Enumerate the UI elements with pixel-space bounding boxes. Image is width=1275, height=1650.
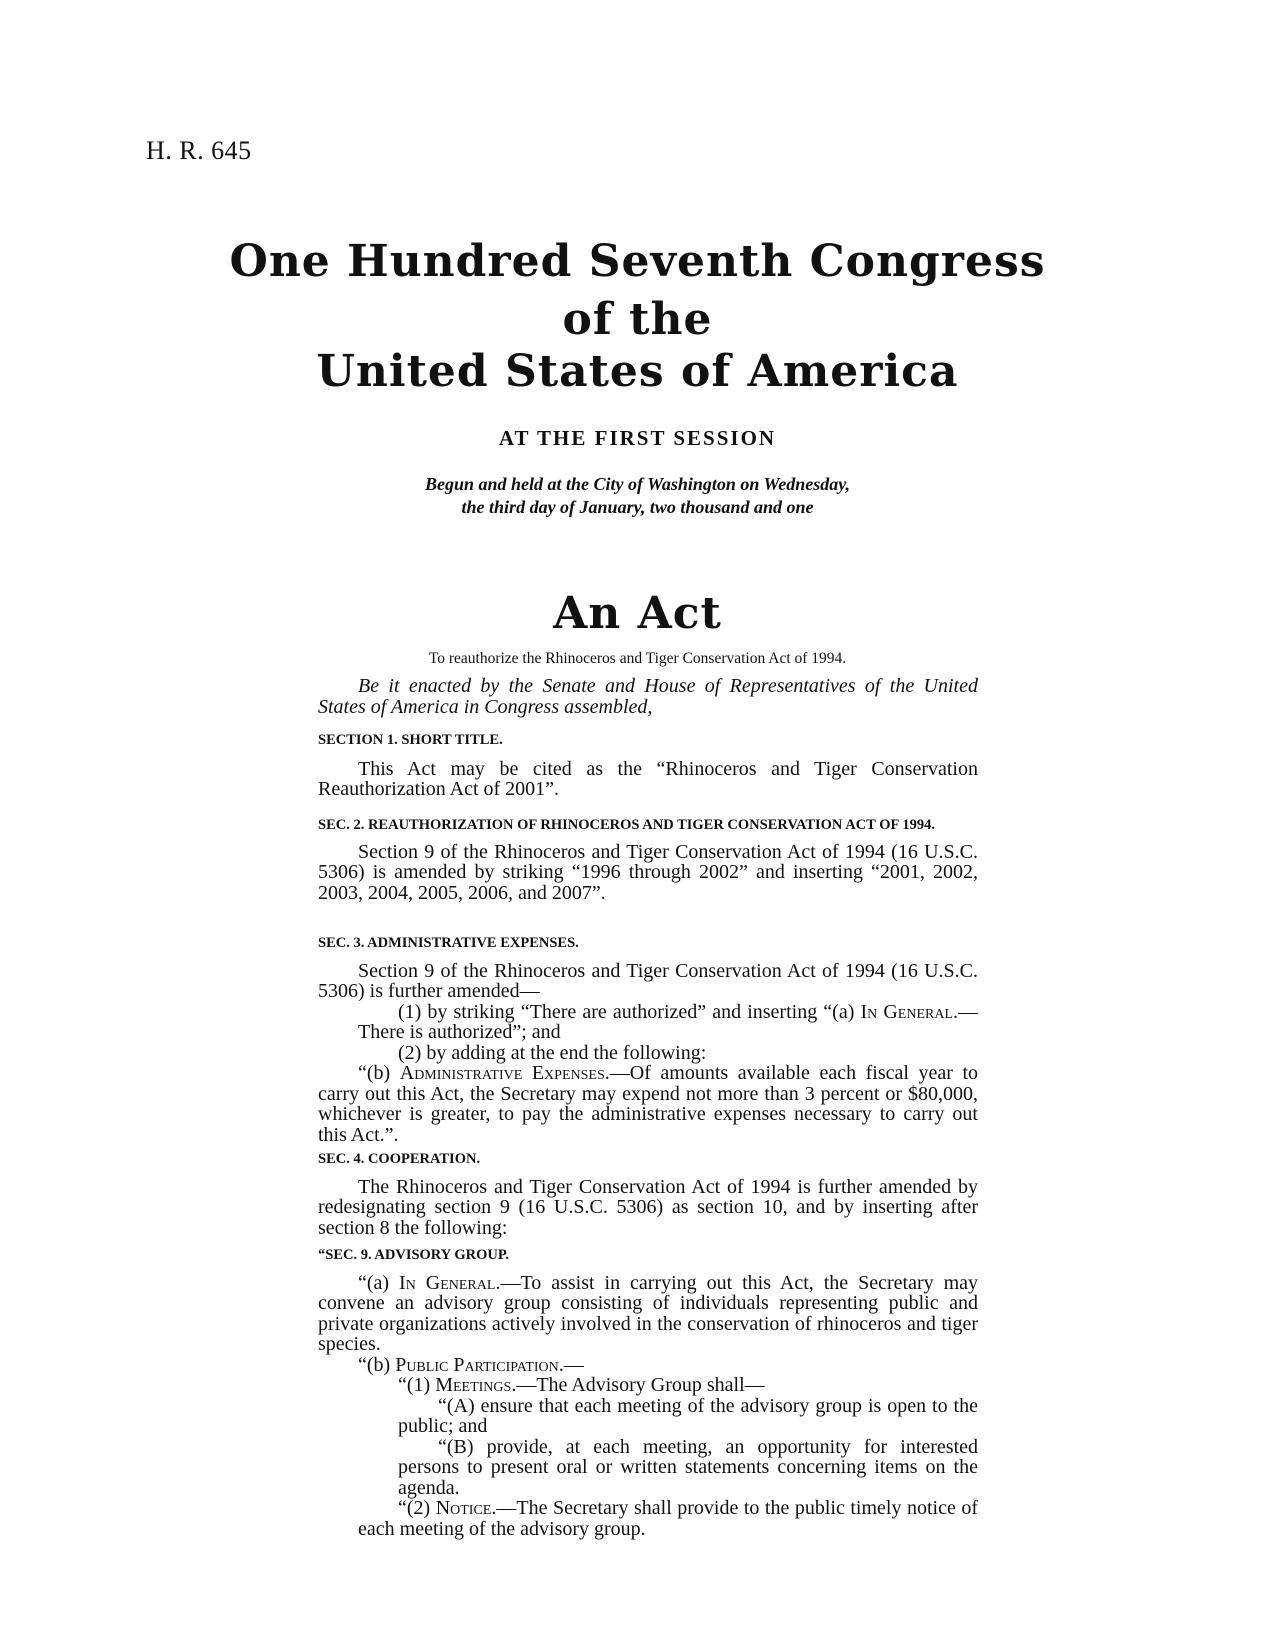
section-4 xyxy=(318,1149,978,1238)
session-title: AT THE FIRST SESSION xyxy=(498,426,777,450)
act-purpose: To reauthorize the Rhinoceros and Tiger Conservation Act of 1994. xyxy=(428,650,847,667)
section-9-subsection-b: “(b) Public Participation.— xyxy=(358,1353,584,1376)
section-9-b-2: “(2) Notice.—The Secretary shall provide to the public timely notice of each meeting of the advisory group. xyxy=(358,1497,978,1540)
section-3-quoted-text: “(b) Administrative Expenses.—Of amounts available each fiscal year to carry out this Act, the Secretary may expend not more than 3 percent or $80,000, whichever is greater, to pay the administrative expenses necessary to carry out this Act.”. xyxy=(318,1062,978,1146)
section-3 xyxy=(318,933,978,1145)
section-3-heading: SEC. 3. ADMINISTRATIVE EXPENSES. xyxy=(318,935,579,951)
congress-title-line2: of the xyxy=(562,294,713,345)
section-1-text: This Act may be cited as the “Rhinoceros and Tiger Conservation Reauthorization Act of 2001”. xyxy=(318,757,978,800)
bill-number: H. R. 645 xyxy=(146,136,252,165)
session-begun-line1: Begun and held at the City of Washington on Wednesday, xyxy=(424,474,851,494)
section-9-b-1: “(1) Meetings.—The Advisory Group shall— xyxy=(398,1374,765,1396)
section-2-text: Section 9 of the Rhinoceros and Tiger Conservation Act of 1994 (16 U.S.C. 5306) is amended by striking “1996 through 2002” and inserting “2001, 2002, 2003, 2004, 2005, 2006, and 2007”. xyxy=(318,840,978,904)
section-2-heading: SEC. 2. REAUTHORIZATION OF RHINOCEROS AND TIGER CONSERVATION ACT OF 1994. xyxy=(318,817,936,833)
congress-title-line3: United States of America xyxy=(316,346,959,397)
section-3-item-1: (1) by striking “There are authorized” and inserting “(a) In General.—There is authorized”; and xyxy=(358,1000,978,1043)
section-3-item-2: (2) by adding at the end the following: xyxy=(398,1041,707,1064)
section-3-intro: Section 9 of the Rhinoceros and Tiger Conservation Act of 1994 (16 U.S.C. 5306) is further amended— xyxy=(318,959,978,1002)
section-4-heading: SEC. 4. COOPERATION. xyxy=(318,1151,481,1167)
section-9-b-1-B: “(B) provide, at each meeting, an opportunity for interested persons to present oral or written statements concerning items on the agenda. xyxy=(398,1435,978,1499)
section-1 xyxy=(318,730,978,800)
section-2 xyxy=(318,815,978,903)
enacting-clause-block xyxy=(318,676,978,717)
session-begun-line2: the third day of January, two thousand and one xyxy=(461,497,814,517)
inserted-section-9 xyxy=(318,1245,978,1539)
act-title: An Act xyxy=(553,588,722,639)
section-9-heading: “SEC. 9. ADVISORY GROUP. xyxy=(318,1247,509,1263)
section-9-subsection-a: “(a) In General.—To assist in carrying out this Act, the Secretary may convene an advisory group consisting of individuals representing public and private organizations actively involved in the conservation of rhinoceros and tiger species. xyxy=(318,1271,979,1355)
section-1-heading: SECTION 1. SHORT TITLE. xyxy=(318,732,503,748)
section-4-text: The Rhinoceros and Tiger Conservation Act of 1994 is further amended by redesignating section 9 (16 U.S.C. 5306) as section 10, and by inserting after section 8 the following: xyxy=(318,1175,978,1239)
congress-title-line1: One Hundred Seventh Congress xyxy=(229,236,1046,287)
section-9-b-1-A: “(A) ensure that each meeting of the advisory group is open to the public; and xyxy=(398,1394,978,1437)
enacting-clause: Be it enacted by the Senate and House of Representatives of the United States of America in Congress assembled, xyxy=(318,675,978,718)
